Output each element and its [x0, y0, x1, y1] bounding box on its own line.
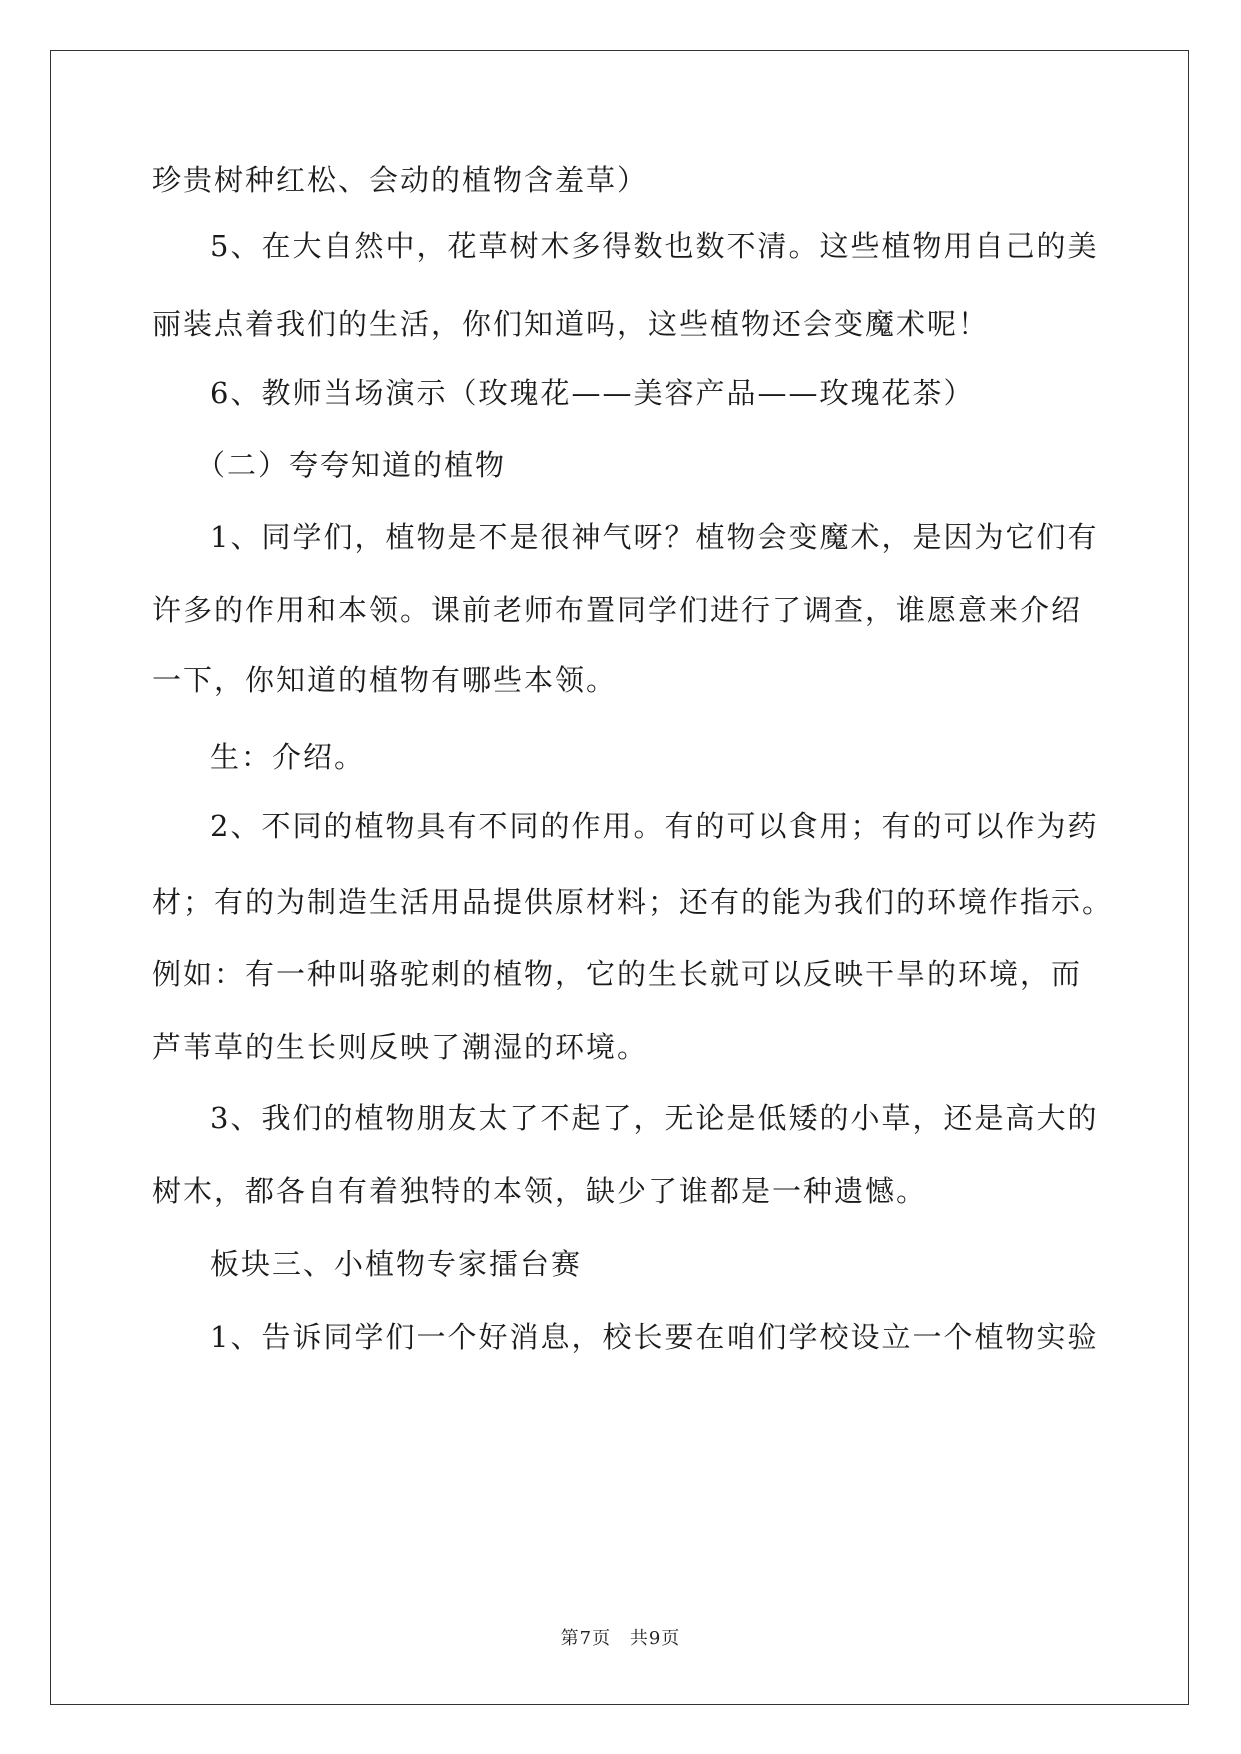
text-line: 2、不同的植物具有不同的作用。有的可以食用；有的可以作为药 — [210, 809, 1099, 843]
current-page-label: 第7页 — [560, 1628, 612, 1649]
text-line: 芦苇草的生长则反映了潮湿的环境。 — [152, 1030, 649, 1064]
page-border — [50, 50, 1189, 1705]
text-line: 许多的作用和本领。课前老师布置同学们进行了调查，谁愿意来介绍 — [152, 593, 1083, 627]
text-line: 5、在大自然中，花草树木多得数也数不清。这些植物用自己的美 — [210, 229, 1099, 263]
text-line: 生：介绍。 — [210, 740, 366, 774]
total-pages-label: 共9页 — [629, 1628, 681, 1649]
section-heading: （二）夸夸知道的植物 — [196, 448, 507, 482]
text-line: 树木，都各自有着独特的本领，缺少了谁都是一种遗憾。 — [152, 1174, 928, 1208]
text-line: 6、教师当场演示（玫瑰花——美容产品——玫瑰花茶） — [210, 376, 975, 410]
text-line: 1、同学们，植物是不是很神气呀？植物会变魔术，是因为它们有 — [210, 520, 1099, 554]
section-heading: 板块三、小植物专家擂台赛 — [210, 1247, 583, 1281]
text-line: 例如：有一种叫骆驼刺的植物，它的生长就可以反映干旱的环境，而 — [152, 957, 1083, 991]
text-line: 材；有的为制造生活用品提供原材料；还有的能为我们的环境作指示。 — [152, 885, 1114, 919]
text-line: 一下，你知道的植物有哪些本领。 — [152, 663, 618, 697]
page-footer — [0, 1624, 1241, 1650]
text-line: 丽装点着我们的生活，你们知道吗，这些植物还会变魔术呢！ — [152, 307, 990, 341]
text-line: 珍贵树种红松、会动的植物含羞草） — [152, 163, 649, 197]
text-line: 1、告诉同学们一个好消息，校长要在咱们学校设立一个植物实验 — [210, 1320, 1099, 1354]
text-line: 3、我们的植物朋友太了不起了，无论是低矮的小草，还是高大的 — [210, 1101, 1099, 1135]
